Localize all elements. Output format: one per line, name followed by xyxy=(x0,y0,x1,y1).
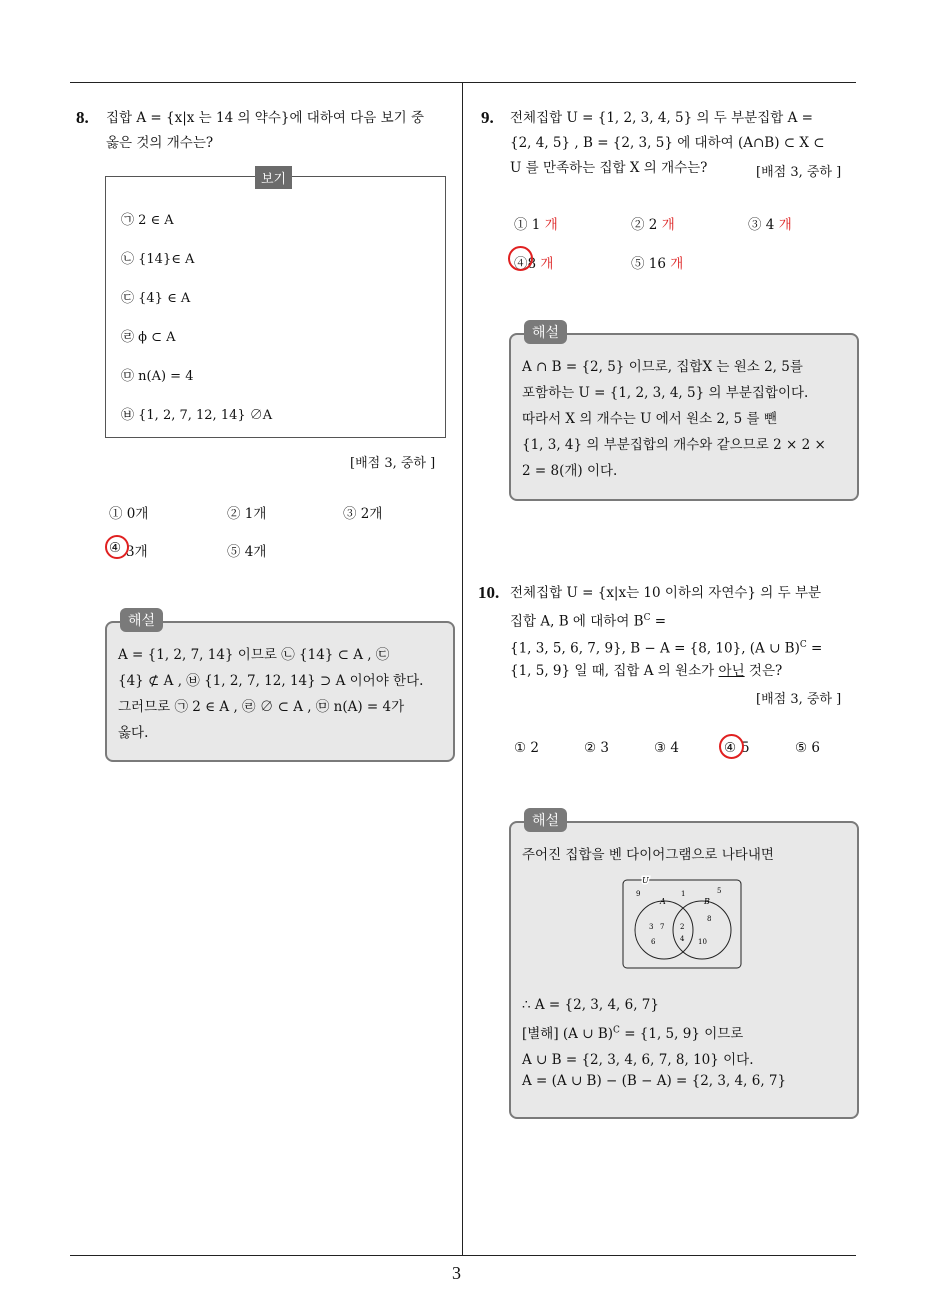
q10-explanation-line xyxy=(522,1022,743,1042)
q9-choice-1[interactable] xyxy=(514,213,558,233)
q10-text-line2 xyxy=(510,606,666,634)
q9-choice-3-num: ③ 4 xyxy=(748,217,775,233)
q9-explanation-line: 2 = 8(개) 이다. xyxy=(522,463,618,479)
q10-explanation-line: A ∪ B = {2, 3, 4, 6, 7, 8, 10} 이다. xyxy=(522,1052,754,1068)
q10-text-line1: 전체집합 U = {x|x는 10 이하의 자연수} 의 두 부분 xyxy=(510,585,822,601)
q9-choice-4-value: 8 xyxy=(527,256,537,272)
q9-explanation-line: A ∩ B = {2, 5} 이므로, 집합X 는 원소 2, 5를 xyxy=(522,359,803,375)
venn-both-value: 2 xyxy=(680,923,685,931)
q10-explanation-line2-sup: C xyxy=(613,1025,620,1036)
q10-venn-diagram xyxy=(620,874,744,972)
q9-number: 9. xyxy=(481,108,494,127)
q9-choice-3[interactable] xyxy=(748,213,792,233)
q9-choice-5-unit: 개 xyxy=(670,256,684,272)
q10-explanation-line2-rest: = {1, 5, 9} 이므로 xyxy=(619,1026,744,1042)
q9-explanation-line: 포함하는 U = {1, 2, 3, 4, 5} 의 부분집합이다. xyxy=(522,385,809,401)
q10-text-line3-end: = xyxy=(806,640,823,657)
q10-choice-1[interactable]: ① 2 xyxy=(514,740,539,756)
q10-explanation-line: A = (A ∪ B) − (B − A) = {2, 3, 4, 6, 7} xyxy=(522,1073,787,1089)
q8-text-line1: 집합 A = {x|x 는 14 의 약수}에 대하여 다음 보기 중 xyxy=(106,110,425,126)
q10-text-line4-underline: 아닌 xyxy=(718,663,745,679)
q8-bogi-item: ㉣ ϕ ⊂ A xyxy=(121,330,176,345)
q9-choice-1-unit: 개 xyxy=(544,217,558,233)
venn-only-a-value: 6 xyxy=(651,938,656,946)
q10-explanation-tag: 해설 xyxy=(524,808,567,832)
q8-bogi-item: ㉠ 2 ∈ A xyxy=(121,213,174,228)
q10-score: [배점 3, 중하 ] xyxy=(756,692,842,707)
q8-explanation-tag: 해설 xyxy=(120,608,163,632)
venn-only-a-value: 3 xyxy=(649,923,654,931)
q9-choice-5[interactable] xyxy=(631,252,683,272)
q10-text-line3 xyxy=(510,633,822,661)
venn-outside-value: 5 xyxy=(717,887,722,895)
q10-text-line4-pre: {1, 5, 9} 일 때, 집합 A 의 원소가 xyxy=(510,663,719,679)
q8-explanation-line: 옳다. xyxy=(118,725,149,741)
q10-explanation-line: ∴ A = {2, 3, 4, 6, 7} xyxy=(522,997,659,1013)
q8-choice-5[interactable]: ⑤ 4개 xyxy=(227,544,267,560)
q10-text-line4 xyxy=(510,659,782,683)
q9-choice-2[interactable] xyxy=(631,213,675,233)
q8-number: 8. xyxy=(76,108,89,127)
q10-choice-2[interactable]: ② 3 xyxy=(584,740,609,756)
venn-outside-value: 9 xyxy=(636,890,641,898)
q9-text-line3: U 를 만족하는 집합 X 의 개수는? xyxy=(510,160,708,176)
top-rule xyxy=(70,82,856,83)
page-number: 3 xyxy=(452,1263,461,1283)
q8-score: [배점 3, 중하 ] xyxy=(350,456,436,471)
q10-answer-circle xyxy=(719,734,744,759)
q8-choice-1[interactable]: ① 0개 xyxy=(109,506,149,522)
venn-label-b: B xyxy=(704,897,710,906)
q9-choice-3-unit: 개 xyxy=(778,217,792,233)
q9-score: [배점 3, 중하 ] xyxy=(756,165,842,180)
q9-choice-4-unit: 개 xyxy=(540,256,554,272)
venn-only-b-value: 8 xyxy=(707,915,712,923)
q8-bogi-item: ㉡ {14}∈ A xyxy=(121,252,195,267)
q10-number: 10. xyxy=(478,583,500,602)
q8-answer-circle xyxy=(105,535,129,559)
column-divider xyxy=(462,82,463,1256)
q9-explanation-tag: 해설 xyxy=(524,320,567,344)
q8-text-line2: 옳은 것의 개수는? xyxy=(106,135,214,151)
q10-text-line2-sup: C xyxy=(643,613,651,623)
q9-choice-2-num: ② 2 xyxy=(631,217,658,233)
venn-only-b-value: 10 xyxy=(698,938,707,946)
venn-label-u: U xyxy=(642,876,649,885)
venn-label-a: A xyxy=(660,897,666,906)
q9-choice-5-num: ⑤ 16 xyxy=(631,256,666,272)
q8-choice-4-value: 3개 xyxy=(126,544,148,560)
q10-choice-4-value: 5 xyxy=(741,740,750,756)
q8-explanation-line: 그러므로 ㉠ 2 ∈ A , ㉣ ∅ ⊂ A , ㉤ n(A) = 4가 xyxy=(118,699,405,715)
q8-choice-4[interactable]: ④ xyxy=(109,540,122,556)
q10-text-line2-end: = xyxy=(650,613,667,630)
q10-text-line3-sup: C xyxy=(799,640,807,650)
q9-choice-2-unit: 개 xyxy=(661,217,675,233)
q8-choice-2[interactable]: ② 1개 xyxy=(227,506,267,522)
q8-choice-3[interactable]: ③ 2개 xyxy=(343,506,383,522)
q8-bogi-item: ㉥ {1, 2, 7, 12, 14} ∅A xyxy=(121,408,273,423)
q10-choice-4[interactable]: ④ xyxy=(724,740,737,756)
q8-explanation-line: A = {1, 2, 7, 14} 이므로 ㉡ {14} ⊂ A , ㉢ xyxy=(118,647,390,663)
q9-text-line1: 전체집합 U = {1, 2, 3, 4, 5} 의 두 부분집합 A = xyxy=(510,110,813,126)
q10-text-line2-main: 집합 A, B 에 대하여 B xyxy=(510,613,644,630)
q9-answer-circle xyxy=(508,246,533,271)
venn-outside-value: 1 xyxy=(681,890,686,898)
q8-explanation-line: {4} ⊄ A , ㉥ {1, 2, 7, 12, 14} ⊃ A 이어야 한다. xyxy=(118,673,424,689)
q9-choice-1-num: ① 1 xyxy=(514,217,541,233)
q9-text-line2: {2, 4, 5} , B = {2, 3, 5} 에 대하여 (A∩B) ⊂ X ⊂ xyxy=(510,135,825,151)
q10-text-line4-post: 것은? xyxy=(744,663,783,679)
venn-only-a-value: 7 xyxy=(660,923,665,931)
bottom-rule xyxy=(70,1255,856,1256)
q9-explanation-line: {1, 3, 4} 의 부분집합의 개수와 같으므로 2 × 2 × xyxy=(522,437,826,453)
q8-bogi-item: ㉢ {4} ∈ A xyxy=(121,291,191,306)
q10-choice-3[interactable]: ③ 4 xyxy=(654,740,679,756)
q10-choice-5[interactable]: ⑤ 6 xyxy=(795,740,820,756)
q10-explanation-line2-main: [별해] (A ∪ B) xyxy=(522,1026,614,1042)
q9-explanation-line: 따라서 X 의 개수는 U 에서 원소 2, 5 를 뺀 xyxy=(522,411,777,427)
venn-both-value: 4 xyxy=(680,935,685,943)
q10-text-line3-main: {1, 3, 5, 6, 7, 9}, B − A = {8, 10}, (A ∪ B) xyxy=(510,640,800,657)
q8-bogi-title: 보기 xyxy=(255,166,292,189)
q9-choice-4-num: ④ xyxy=(514,256,528,272)
q10-explanation-intro: 주어진 집합을 벤 다이어그램으로 나타내면 xyxy=(522,847,774,863)
q8-bogi-item: ㉤ n(A) = 4 xyxy=(121,369,194,384)
